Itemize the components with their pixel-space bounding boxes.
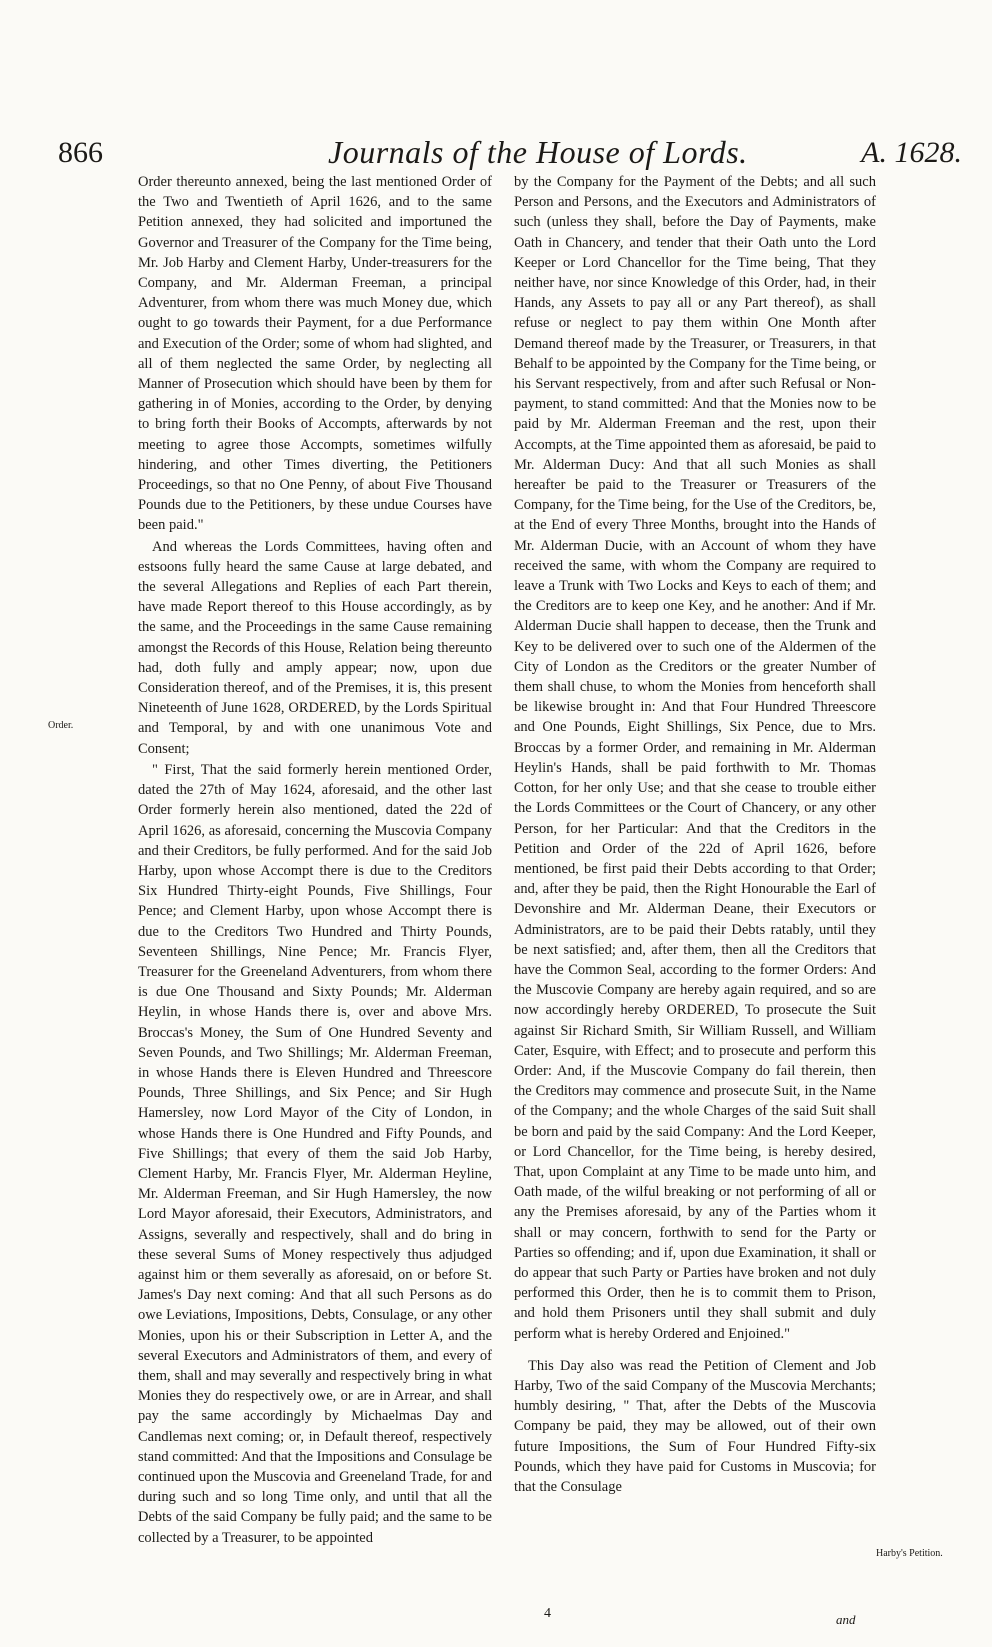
paragraph: " First, That the said formerly herein mentioned Order, dated the 27th of May 1624, aforesaid, and the other last Order formerly herein also mentioned, dated the 22d of April 1626, as aforesaid, concerning the Muscovia Company and their Creditors, be fully performed. And for the said Job Harby, upon whose Accompt there is due to the Creditors Six Hundred Thirty-eight Pounds, Five Shillings, Four Pence; and Clement Harby, upon whose Accompt there is due to the Creditors Two Hundred and Thirty Pounds, Seventeen Shillings, Nine Pence; Mr. Francis Flyer, Treasurer for the Greeneland Adventurers, from whom there is due One Thousand and Sixty Pounds; Mr. Alderman Heylin, in whose Hands there is, over and above Mrs. Broccas's Money, the Sum of One Hundred Seventy and Seven Pounds, and Two Shillings; Mr. Alderman Freeman, in whose Hands there is Eleven Hundred and Threescore Pounds, Three Shillings, and Six Pence; and Sir Hugh Hamersley, now Lord Mayor of the City of London, in whose Hands there is One Hundred and Fifty Pounds, and Five Shillings; that every of them the said Job Harby, Clement Harby, Mr. Francis Flyer, Mr. Alderman Heyline, Mr. Alderman Freeman, and Sir Hugh Hamersley, the now Lord Mayor aforesaid, their Executors, Administrators, and Assigns, severally and respectively, shall and do bring in these several Sums of Money respectively thus adjudged against him or them severally as aforesaid, on or before St. James's Day next coming: And that all such Persons as do owe Leviations, Impositions, Debts, Consulage, or any other Monies, upon his or their Subscription in Letter A, and the several Executors and Administrators of them, and every of them, shall and may severally and respectively bring in what Monies they do respectively owe, or are in Arrear, and shall pay the same accordingly by Michaelmas Day and Candlemas next coming; or, in Default thereof, respectively stand committed: And that the Impositions and Consulage be continued upon the Muscovia and Greeneland Trade, for and during such and so long Time only, and until that all the Debts of the said Company be fully paid; and the same to be collected by a Treasurer, to be appointed (138, 761, 492, 1546)
signature-mark: 4 (544, 1606, 551, 1621)
catchword: and (836, 1612, 856, 1627)
page-number: 866 (58, 136, 103, 169)
left-column (138, 172, 492, 1548)
paragraph: Order thereunto annexed, being the last mentioned Order of the Two and Twentieth of April 1626, and to the same Petition annexed, they had solicited and importuned the Governor and Treasurer of the Company for the Time being, Mr. Job Harby and Clement Harby, Under-treasurers for the Company, and Mr. Alderman Freeman, a principal Adventurer, from whom there was much Money due, which ought to go towards their Payment, for a due Performance and Execution of the Order; some of whom had slighted, and all of them neglected the same Order, by neglecting all Manner of Prosecution which should have been by them for gathering in of Monies, according to the Order, by denying to bring forth their Books of Accompts, afterwards by not meeting to agree those Accompts, sometimes wilfully hindering, and other Times diverting, the Petitioners Proceedings, so that no One Penny, of about Five Thousand Pounds due to the Petitioners, by these undue Courses have been paid." (138, 174, 492, 534)
paragraph: This Day also was read the Petition of Clement and Job Harby, Two of the said Company of the Muscovia Merchants; humbly desiring, " That, after the Debts of the Muscovia Company be paid, they may be allowed, out of their own future Impositions, the Sum of Four Hundred Fifty-six Pounds, which they have paid for Customs in Muscovia; for that the Consulage (514, 1357, 876, 1495)
right-column (514, 172, 876, 1497)
paragraph: And whereas the Lords Committees, having often and estsoons fully heard the same Cause at large debated, and the several Allegations and Replies of each Part therein, have made Report thereof to this House accordingly, as by the same, and the Proceedings in the same Cause remaining amongst the Records of this House, Relation being thereunto had, doth fully and amply appear; now, upon due Consideration thereof, and of the Premises, it is, this present Nineteenth of June 1628, ORDERED, by the Lords Spiritual and Temporal, by and with one unanimous Vote and Consent; (138, 538, 492, 757)
running-title: Journals of the House of Lords. (328, 134, 748, 170)
margin-note-harby-petition: Harby's Petition. (876, 1548, 943, 1559)
paragraph: by the Company for the Payment of the Debts; and all such Person and Persons, and the Executors and Administrators of such (unless they shall, before the Day of Payments, make Oath in Chancery, and tender that their Oath unto the Lord Keeper or Lord Chancellor for the Time being, That they neither have, nor since Knowledge of this Order, had, in their Hands, any Assets to pay all or any Part thereof), as shall refuse or neglect to pay them within One Month after Demand thereof made by the Treasurer, or Treasurers, in that Behalf to be appointed by the Company for the Time being, or his Servant respectively, from and after such Refusal or Non-payment, to stand committed: And that the Monies now to be paid by Mr. Alderman Freeman and the rest, upon their Accompts, at the Time appointed them as aforesaid, be paid to Mr. Alderman Ducy: And that all such Monies as shall hereafter be paid to the Treasurer or Treasurers of the Company, for the Time being, for the Use of the Creditors, be, at the End of every Three Months, brought into the Hands of Mr. Alderman Ducie, with an Account of whom they have received the same, with whom the Company are required to leave a Trunk with Two Locks and Keys to each of them; and the Creditors are to keep one Key, and he another: And if Mr. Alderman Ducie shall happen to decease, then the Trunk and Key to be delivered over to such one of the Aldermen of the City of London as the Creditors or the greater Number of them shall chuse, to whom the Monies from henceforth shall be likewise brought in: And that Four Hundred Threescore and One Pounds, Eight Shillings, Six Pence, due to Mrs. Broccas by a former Order, and remaining in Mr. Alderman Heylin's Hands, shall be paid forthwith to Mr. Thomas Cotton, for her only Use; and that she cease to trouble either the Lords Committees or the Court of Chancery, or any other Person, for her Particular: And that the Creditors in the Petition and Order of the 22d of April 1626, before mentioned, be first paid their Debts according to that Order; and, after they be paid, then the Right Honourable the Earl of Devonshire and Mr. Alderman Deane, their Executors or Administrators, are to be paid their Debts ratably, until they be next satisfied; and, after them, then all the Creditors that have the Common Seal, according to the former Orders: And the Muscovie Company are hereby again required, and so are now accordingly hereby ORDERED, To prosecute the Suit against Sir Richard Smith, Sir William Russell, and William Cater, Esquire, with Effect; and to prosecute and perform this Order: And, if the Muscovie Company do fail therein, then the Creditors may commence and prosecute Suit, in the Name of the Company; and the whole Charges of the said Suit shall be born and paid by the said Company: And the Lord Keeper, or Lord Chancellor, for the Time being, is hereby desired, That, upon Complaint at any Time to be made unto him, and Oath made, of the wilful breaking or not performing of all or any the Premises aforesaid, by any of the Parties whom it shall or may concern, forthwith to send for the Party or Parties so offending; and if, upon due Examination, it shall or do appear that such Party or Parties have broken and not duly performed this Order, then he is to commit them to Prison, and hold them Prisoners until they shall submit and duly perform what is hereby Ordered and Enjoined." (514, 174, 876, 1342)
year-heading: A. 1628. (861, 136, 962, 169)
margin-note-order: Order. (48, 720, 74, 731)
